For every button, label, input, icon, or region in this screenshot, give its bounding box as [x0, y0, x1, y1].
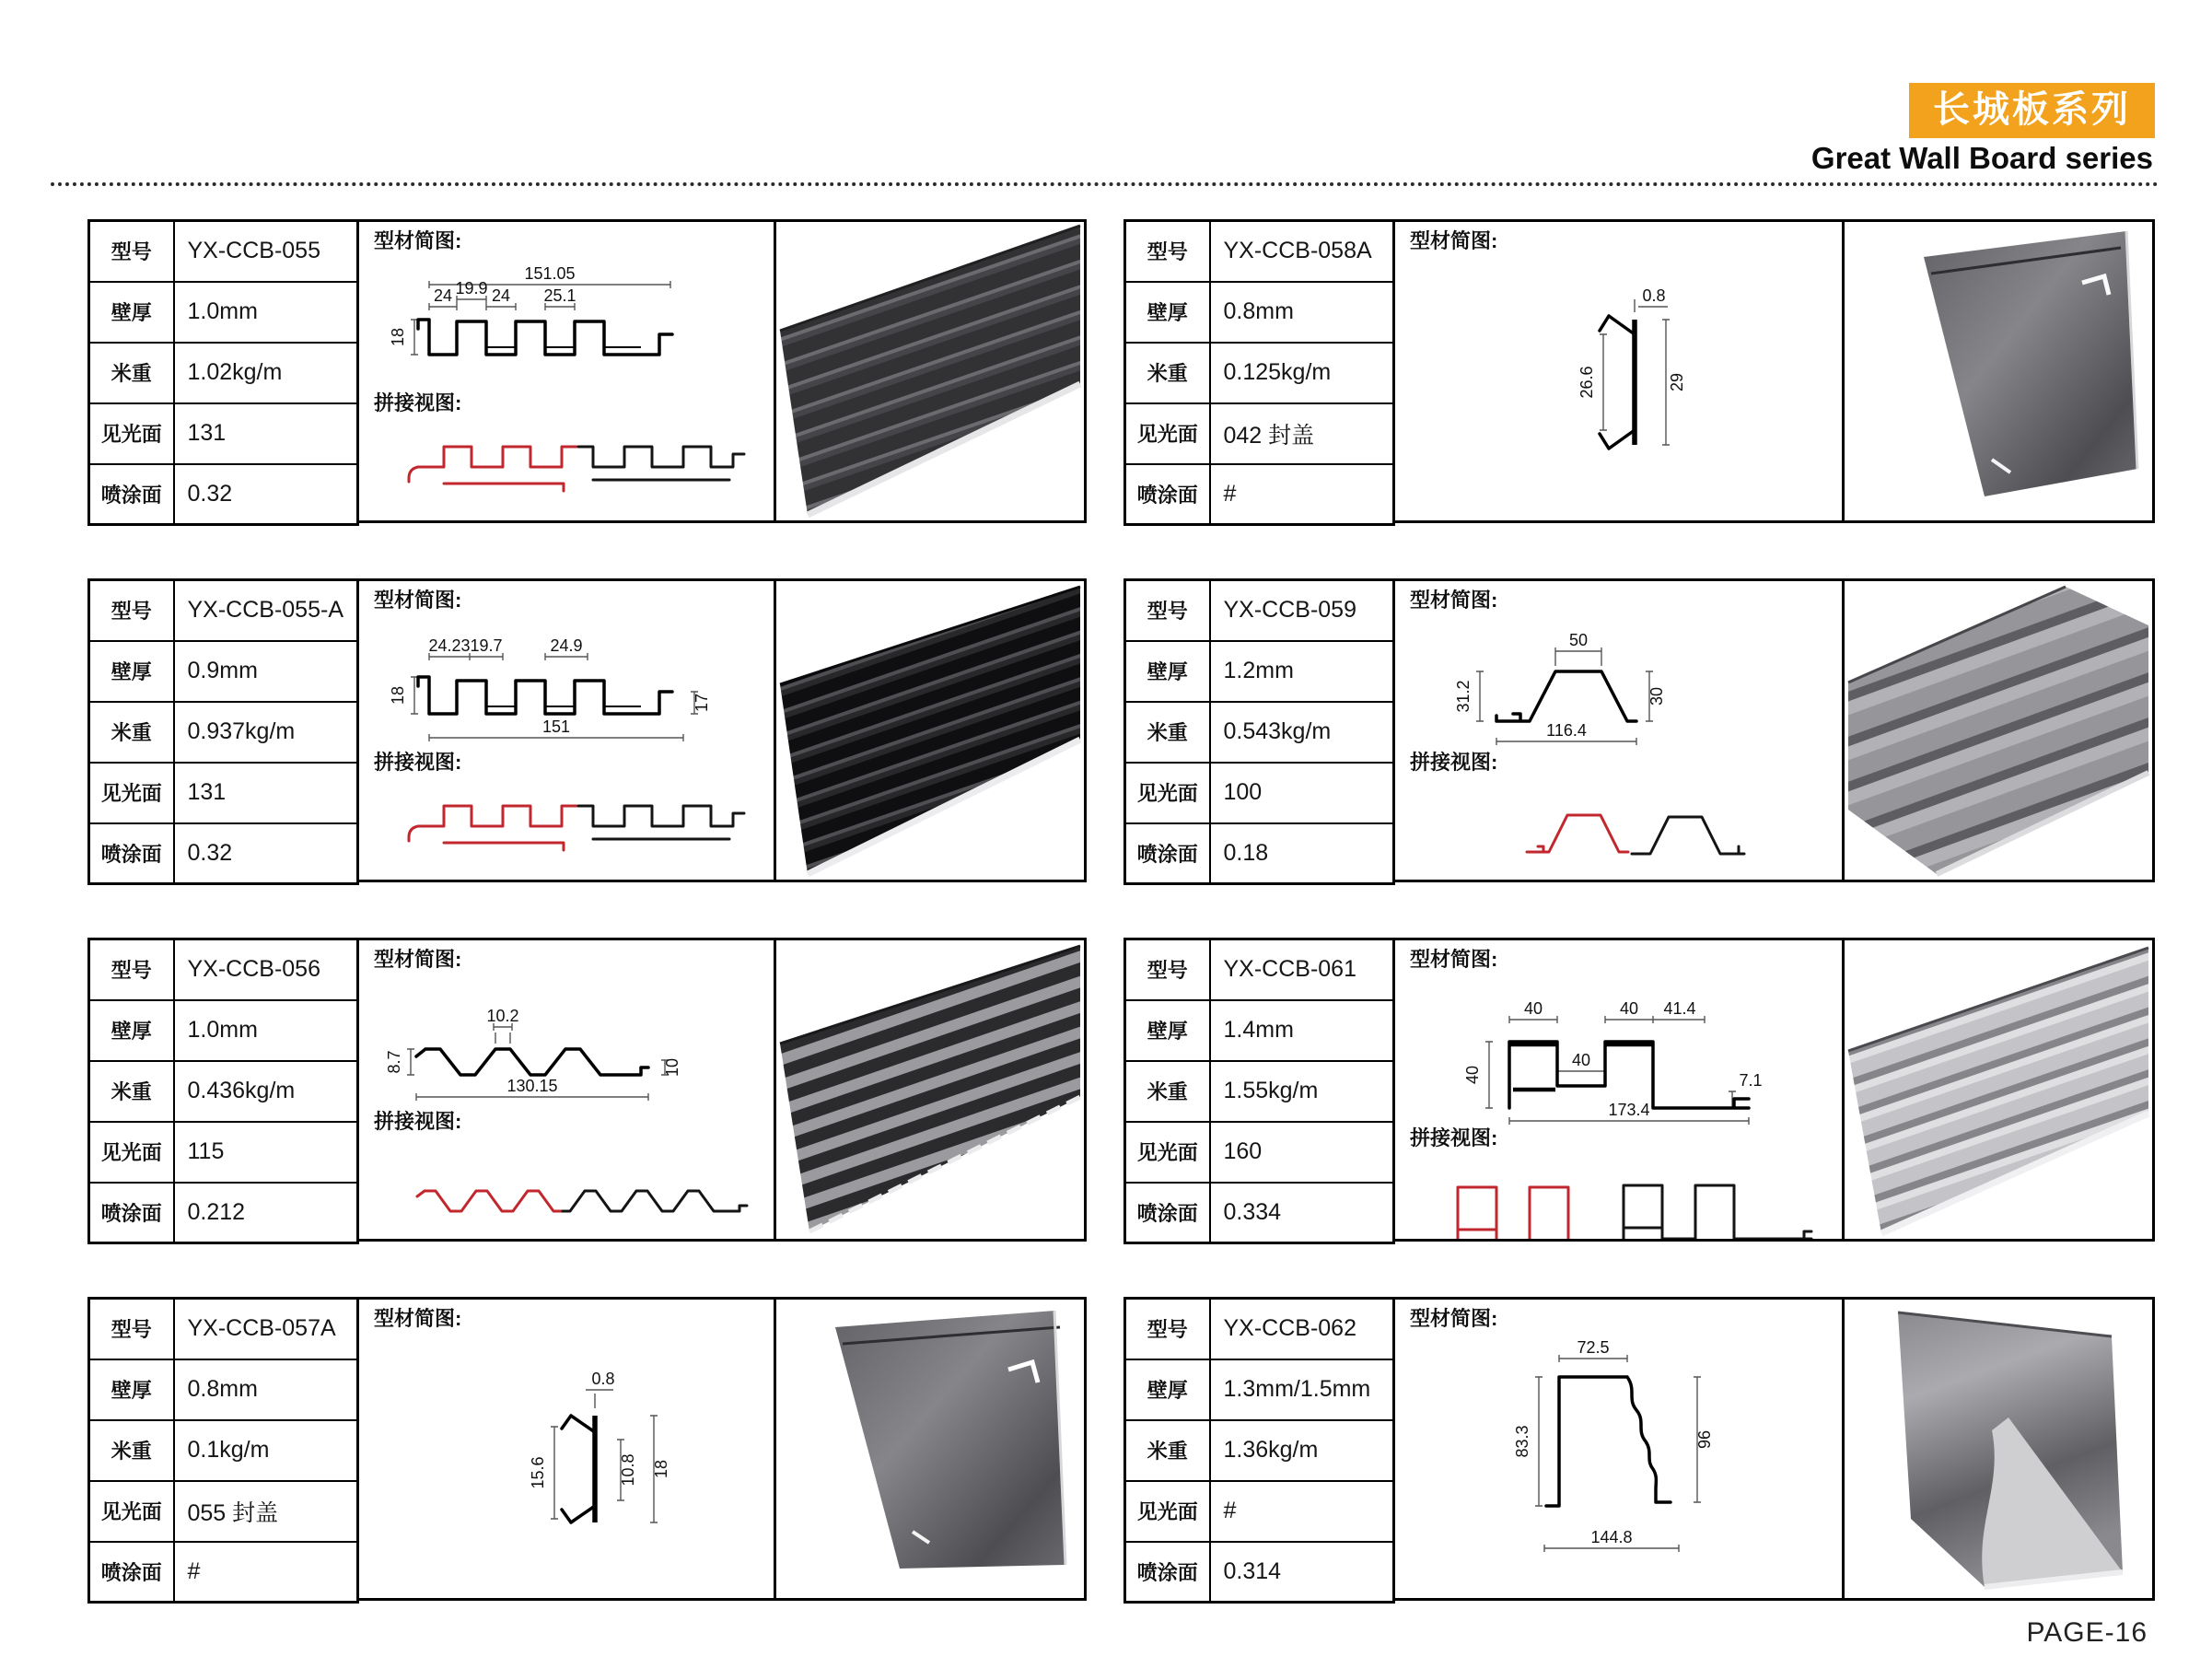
weight-value: 0.1kg/m [174, 1420, 358, 1481]
photo-panel [774, 219, 1087, 523]
dim-label: 130.15 [506, 1077, 558, 1095]
profile-sketch-label: 型材简图: [1410, 948, 1498, 971]
row-label-visible: 见光面 [89, 1122, 174, 1183]
coating-value: 0.18 [1210, 823, 1394, 884]
dim-label: 8.7 [385, 1050, 403, 1074]
splice-view-label: 拼接视图: [374, 1110, 462, 1133]
weight-value: 0.125kg/m [1210, 343, 1394, 403]
row-label-model: 型号 [1125, 580, 1210, 641]
row-label-visible: 见光面 [89, 763, 174, 823]
visible-value: 055 封盖 [174, 1481, 358, 1542]
dim-label: 96 [1694, 1429, 1714, 1450]
diagram-panel [1395, 578, 1842, 882]
product-render [776, 940, 1084, 1239]
row-label-visible: 见光面 [1125, 763, 1210, 823]
dim-label: 25.1 [543, 286, 576, 305]
dim-label: 116.4 [1545, 721, 1587, 740]
product-card [1123, 1297, 2155, 1601]
row-label-weight: 米重 [89, 343, 174, 403]
dim-label: 40 [1571, 1051, 1590, 1069]
product-card [1123, 938, 2155, 1242]
splice-view-label: 拼接视图: [374, 391, 462, 414]
thickness-value: 1.2mm [1210, 641, 1394, 702]
coating-value: 0.32 [174, 464, 358, 525]
dim-label: 26.6 [1577, 366, 1596, 399]
coating-value: 0.212 [174, 1183, 358, 1243]
row-label-coating: 喷涂面 [1125, 823, 1210, 884]
model-value: YX-CCB-062 [1210, 1299, 1394, 1359]
row-label-model: 型号 [89, 221, 174, 282]
weight-value: 1.02kg/m [174, 343, 358, 403]
series-badge: 长城板系列 [1909, 83, 2155, 138]
visible-value: 131 [174, 763, 358, 823]
photo-panel [1842, 938, 2155, 1242]
spec-table [1123, 938, 1395, 1244]
profile-drawing [374, 972, 774, 1110]
dim-label: 19.9 [455, 279, 488, 297]
weight-value: 0.937kg/m [174, 702, 358, 763]
row-label-visible: 见光面 [1125, 1481, 1210, 1542]
diagram-panel [359, 938, 774, 1242]
model-value: YX-CCB-061 [1210, 939, 1394, 1000]
row-label-model: 型号 [89, 939, 174, 1000]
visible-value: 042 封盖 [1210, 403, 1394, 464]
profile-sketch-label: 型材简图: [1410, 1307, 1498, 1330]
model-value: YX-CCB-056 [174, 939, 358, 1000]
coating-value: 0.32 [174, 823, 358, 884]
dim-label: 10 [663, 1057, 681, 1078]
dim-label: 151.05 [524, 264, 576, 283]
row-label-thickness: 壁厚 [1125, 282, 1210, 343]
diagram-panel [1395, 1297, 1842, 1601]
row-label-coating: 喷涂面 [89, 1183, 174, 1243]
dim-label: 10.8 [619, 1453, 637, 1487]
visible-value: # [1210, 1481, 1394, 1542]
row-label-coating: 喷涂面 [1125, 1183, 1210, 1243]
dim-label: 24 [433, 286, 453, 305]
model-value: YX-CCB-055 [174, 221, 358, 282]
spec-table [87, 1297, 359, 1604]
profile-sketch-label: 型材简图: [374, 589, 462, 612]
splice-drawing [374, 775, 774, 870]
dim-label: 173.4 [1607, 1101, 1650, 1119]
profile-drawing [1421, 972, 1832, 1126]
row-label-thickness: 壁厚 [89, 1359, 174, 1420]
row-label-thickness: 壁厚 [89, 1000, 174, 1061]
splice-view-label: 拼接视图: [374, 751, 462, 774]
product-card [87, 1297, 1087, 1601]
product-card [87, 219, 1087, 523]
dim-label: 17 [693, 693, 711, 713]
profile-sketch-label: 型材简图: [1410, 229, 1498, 252]
dim-label: 40 [1462, 1065, 1482, 1085]
coating-value: # [174, 1542, 358, 1603]
splice-drawing [374, 415, 774, 511]
dim-label: 24.23 [428, 636, 471, 655]
spec-table [1123, 219, 1395, 526]
profile-sketch-label: 型材简图: [374, 1307, 462, 1330]
diagram-panel [1395, 938, 1842, 1242]
weight-value: 0.543kg/m [1210, 702, 1394, 763]
row-label-coating: 喷涂面 [89, 823, 174, 884]
diagram-panel [359, 1297, 774, 1601]
row-label-model: 型号 [1125, 1299, 1210, 1359]
profile-drawing [1421, 253, 1832, 511]
row-label-coating: 喷涂面 [1125, 1542, 1210, 1603]
page-number: PAGE-16 [2026, 1617, 2148, 1648]
thickness-value: 0.8mm [1210, 282, 1394, 343]
product-render [1845, 940, 2152, 1239]
dim-label: 144.8 [1589, 1528, 1633, 1546]
splice-view-label: 拼接视图: [1410, 751, 1498, 774]
product-card [87, 938, 1087, 1242]
model-value: YX-CCB-058A [1210, 221, 1394, 282]
product-render [1845, 222, 2152, 520]
thickness-value: 1.4mm [1210, 1000, 1394, 1061]
spec-table [1123, 1297, 1395, 1604]
dim-label: 40 [1523, 999, 1543, 1018]
splice-view-label: 拼接视图: [1410, 1126, 1498, 1149]
photo-panel [774, 1297, 1087, 1601]
row-label-weight: 米重 [89, 702, 174, 763]
dim-label: 24.9 [550, 636, 583, 655]
row-label-weight: 米重 [89, 1061, 174, 1122]
row-label-coating: 喷涂面 [1125, 464, 1210, 525]
row-label-thickness: 壁厚 [1125, 641, 1210, 702]
thickness-value: 1.3mm/1.5mm [1210, 1359, 1394, 1420]
dim-label: 72.5 [1576, 1338, 1610, 1357]
dim-label: 24 [491, 286, 511, 305]
dim-label: 18 [389, 327, 407, 347]
profile-sketch-label: 型材简图: [1410, 589, 1498, 612]
weight-value: 1.55kg/m [1210, 1061, 1394, 1122]
dim-label: 10.2 [486, 1007, 519, 1025]
dim-label: 30 [1647, 686, 1666, 706]
visible-value: 115 [174, 1122, 358, 1183]
visible-value: 100 [1210, 763, 1394, 823]
weight-value: 0.436kg/m [174, 1061, 358, 1122]
dim-label: 50 [1568, 631, 1588, 649]
row-label-thickness: 壁厚 [1125, 1359, 1210, 1420]
product-card [1123, 578, 2155, 882]
photo-panel [774, 578, 1087, 882]
spec-table [87, 578, 359, 885]
weight-value: 1.36kg/m [1210, 1420, 1394, 1481]
row-label-weight: 米重 [89, 1420, 174, 1481]
profile-sketch-label: 型材简图: [374, 948, 462, 971]
spec-table [87, 219, 359, 526]
row-label-weight: 米重 [1125, 343, 1210, 403]
profile-drawing [374, 612, 774, 751]
product-card [1123, 219, 2155, 523]
dim-label: 18 [389, 685, 407, 706]
splice-drawing [1421, 1150, 1832, 1242]
row-label-visible: 见光面 [1125, 1122, 1210, 1183]
splice-drawing [1421, 775, 1832, 870]
row-label-coating: 喷涂面 [89, 464, 174, 525]
dim-label: 15.6 [529, 1456, 547, 1489]
profile-sketch-label: 型材简图: [374, 229, 462, 252]
coating-value: 0.334 [1210, 1183, 1394, 1243]
row-label-weight: 米重 [1125, 702, 1210, 763]
thickness-value: 1.0mm [174, 1000, 358, 1061]
row-label-visible: 见光面 [1125, 403, 1210, 464]
row-label-coating: 喷涂面 [89, 1542, 174, 1603]
photo-panel [1842, 578, 2155, 882]
profile-drawing [1421, 612, 1832, 751]
diagram-panel [1395, 219, 1842, 523]
product-render [776, 222, 1084, 520]
profile-drawing [374, 1331, 774, 1589]
coating-value: 0.314 [1210, 1542, 1394, 1603]
row-label-thickness: 壁厚 [89, 641, 174, 702]
model-value: YX-CCB-059 [1210, 580, 1394, 641]
dim-label: 31.2 [1453, 680, 1473, 713]
product-render [1845, 1300, 2152, 1598]
dotted-divider [51, 182, 2160, 186]
row-label-model: 型号 [1125, 939, 1210, 1000]
product-render [776, 1300, 1084, 1598]
diagram-panel [359, 219, 774, 523]
row-label-model: 型号 [89, 580, 174, 641]
photo-panel [1842, 219, 2155, 523]
series-title-en: Great Wall Board series [1810, 141, 2153, 175]
thickness-value: 1.0mm [174, 282, 358, 343]
row-label-model: 型号 [89, 1299, 174, 1359]
dim-label: 0.8 [1641, 286, 1666, 305]
coating-value: # [1210, 464, 1394, 525]
profile-drawing [374, 253, 774, 391]
splice-drawing [374, 1134, 774, 1230]
dim-label: 40 [1619, 999, 1638, 1018]
dim-label: 83.3 [1512, 1425, 1531, 1458]
row-label-visible: 见光面 [89, 1481, 174, 1542]
catalog-grid [87, 219, 2155, 1601]
row-label-visible: 见光面 [89, 403, 174, 464]
spec-table [87, 938, 359, 1244]
row-label-weight: 米重 [1125, 1061, 1210, 1122]
dim-label: 29 [1667, 372, 1686, 392]
dim-label: 0.8 [591, 1370, 615, 1388]
dim-label: 18 [652, 1459, 670, 1479]
dim-label: 151 [541, 717, 571, 736]
product-render [776, 581, 1084, 880]
dim-label: 41.4 [1662, 999, 1696, 1018]
diagram-panel [359, 578, 774, 882]
visible-value: 131 [174, 403, 358, 464]
model-value: YX-CCB-055-A [174, 580, 358, 641]
photo-panel [774, 938, 1087, 1242]
photo-panel [1842, 1297, 2155, 1601]
profile-drawing [1421, 1331, 1832, 1589]
spec-table [1123, 578, 1395, 885]
thickness-value: 0.9mm [174, 641, 358, 702]
product-render [1845, 581, 2152, 880]
thickness-value: 0.8mm [174, 1359, 358, 1420]
visible-value: 160 [1210, 1122, 1394, 1183]
row-label-thickness: 壁厚 [1125, 1000, 1210, 1061]
dim-label: 19.7 [470, 636, 503, 655]
dim-label: 7.1 [1738, 1071, 1763, 1090]
row-label-model: 型号 [1125, 221, 1210, 282]
row-label-thickness: 壁厚 [89, 282, 174, 343]
product-card [87, 578, 1087, 882]
model-value: YX-CCB-057A [174, 1299, 358, 1359]
row-label-weight: 米重 [1125, 1420, 1210, 1481]
